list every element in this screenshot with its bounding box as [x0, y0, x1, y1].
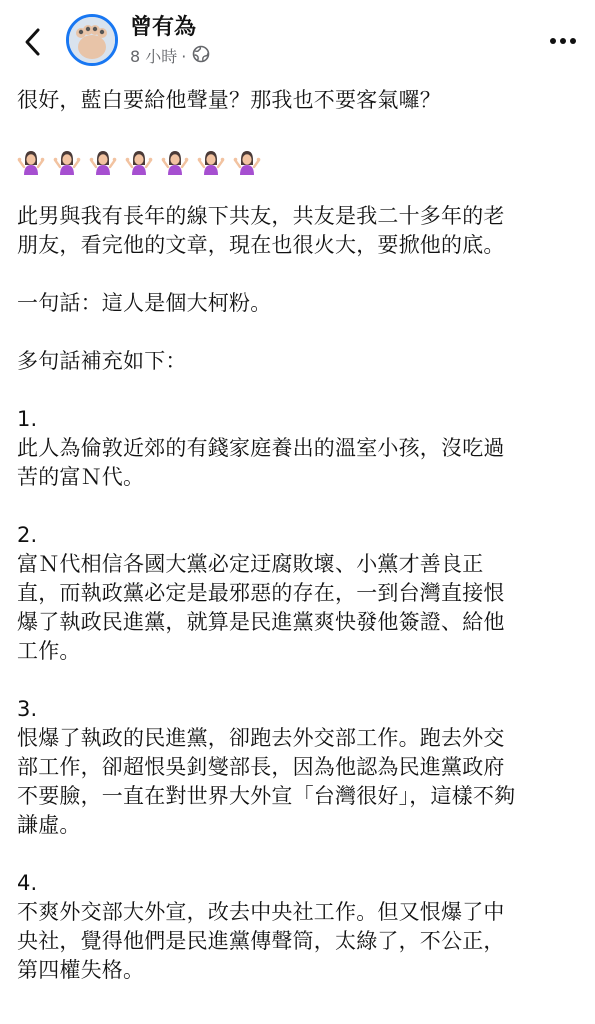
person-shrugging-icon: [161, 148, 189, 176]
post-time[interactable]: 8 小時: [130, 47, 178, 66]
post-header: [0, 0, 595, 84]
person-shrugging-icon: [197, 148, 225, 176]
avatar-image: [69, 17, 115, 63]
emoji-row: [17, 144, 583, 180]
back-button[interactable]: [14, 22, 50, 62]
post-meta: [130, 45, 210, 69]
post-paragraph-more: 多句話補充如下：: [17, 349, 187, 373]
avatar[interactable]: [66, 14, 118, 66]
chevron-left-icon: [23, 27, 41, 57]
post-item-4: 4. 不爽外交部大外宣，改去中央社工作。但又恨爆了中 央社，覺得他們是民進黨傳聲筒，太綠了，不公正， 第四權失格。: [17, 871, 505, 982]
post-body: [17, 86, 583, 1014]
person-shrugging-icon: [53, 148, 81, 176]
post-item-3: 3. 恨爆了執政的民進黨，卻跑去外交部工作。跑去外交 部工作，卻超恨吳釗燮部長，因為他認為民進黨政府 不要臉，一直在對世界大外宣「台灣很好」，這樣不夠 謙虛。: [17, 697, 516, 837]
meta-separator: ·: [181, 47, 187, 66]
person-shrugging-icon: [125, 148, 153, 176]
post-item-1: 1. 此人為倫敦近郊的有錢家庭養出的溫室小孩，沒吃過 苦的富Ｎ代。: [17, 407, 505, 489]
post-paragraph-summary: 一句話：這人是個大柯粉。: [17, 291, 272, 315]
post-paragraph-friend: 此男與我有長年的線下共友，共友是我二十多年的老 朋友，看完他的文章，現在也很火大，要掀他的底。: [17, 204, 505, 257]
author-name[interactable]: 曾有為: [130, 15, 197, 40]
post-item-2: 2. 富Ｎ代相信各國大黨必定迂腐敗壞、小黨才善良正 直，而執政黨必定是最邪惡的存在，一到台灣直接恨 爆了執政民進黨，就算是民進黨爽快發他簽證、給他 工作。: [17, 523, 505, 663]
person-shrugging-icon: [17, 148, 45, 176]
post-intro: 很好，藍白要給他聲量？那我也不要客氣囉？: [17, 88, 441, 112]
more-horizontal-icon: [549, 37, 577, 45]
globe-icon: [192, 45, 210, 69]
more-options-button[interactable]: [545, 26, 581, 56]
person-shrugging-icon: [89, 148, 117, 176]
person-shrugging-icon: [233, 148, 261, 176]
